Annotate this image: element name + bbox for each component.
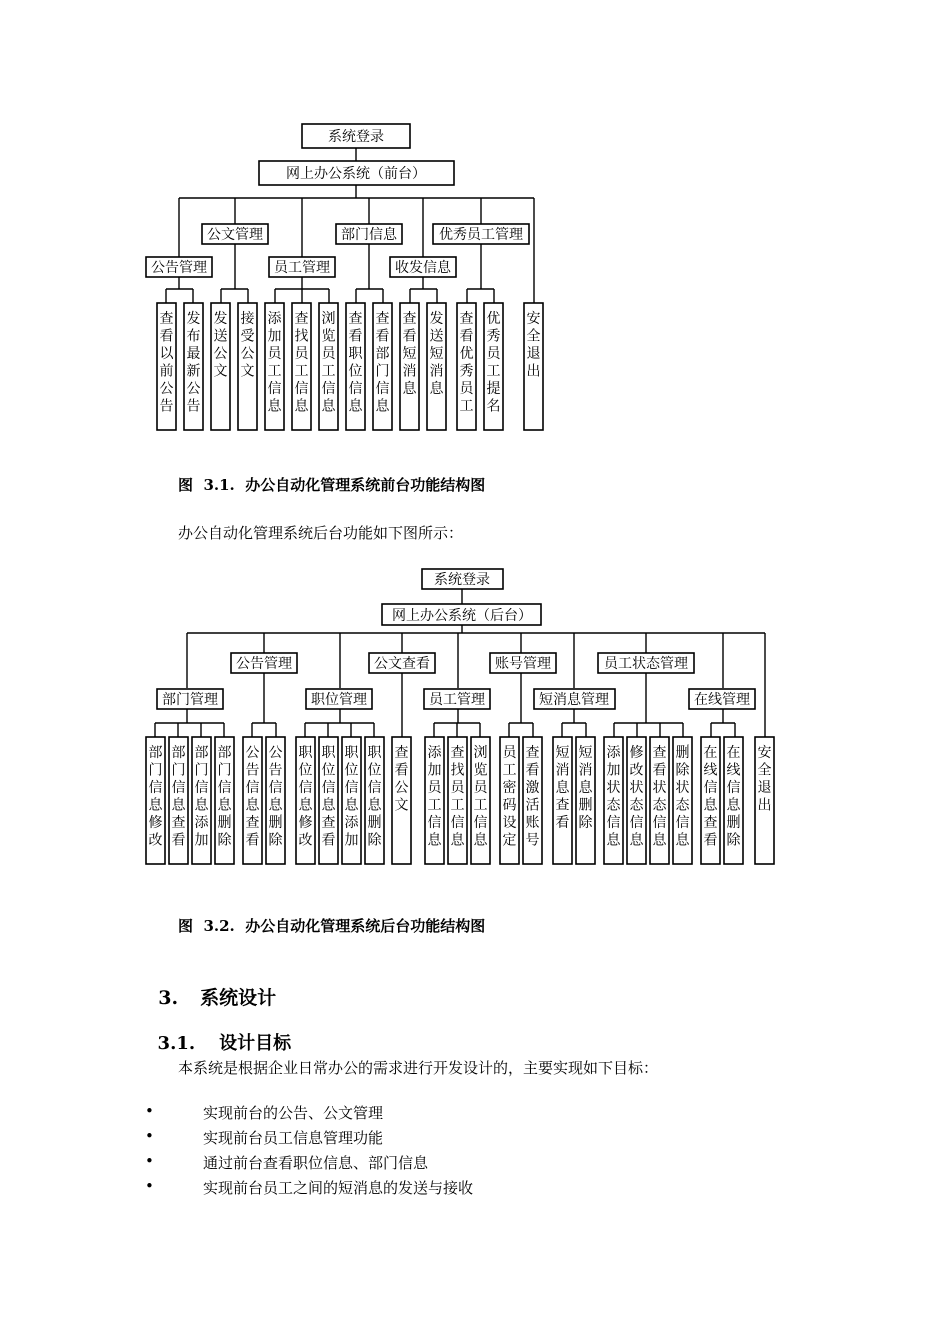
list-item-text: 实现前台员工之间的短消息的发送与接收 — [203, 1179, 474, 1197]
svg-text:公告信息查看: 公告信息查看 — [245, 745, 260, 849]
leaf-node — [425, 737, 444, 864]
svg-text:优秀员工提名: 优秀员工提名 — [486, 311, 501, 415]
svg-text:浏览员工信息: 浏览员工信息 — [473, 745, 488, 849]
leaf-node — [427, 303, 446, 430]
svg-text:添加员工信息: 添加员工信息 — [427, 745, 442, 849]
back-end-structure-diagram — [0, 560, 950, 870]
svg-text:员工管理: 员工管理 — [429, 692, 485, 708]
svg-text:查看部门信息: 查看部门信息 — [375, 311, 390, 415]
leaf-node — [650, 737, 669, 864]
leaf-node — [266, 737, 285, 864]
svg-text:查找员工信息: 查找员工信息 — [450, 745, 465, 849]
leaf-node — [365, 737, 384, 864]
goal-text: 本系统是根据企业日常办公的需求进行开发设计的，主要实现如下目标： — [178, 1059, 659, 1077]
leaf-node — [627, 737, 646, 864]
svg-text:在线管理: 在线管理 — [694, 692, 750, 708]
group-node — [231, 653, 297, 673]
leaf-node — [319, 737, 338, 864]
leaf-node — [146, 737, 165, 864]
svg-text:公文管理: 公文管理 — [207, 227, 263, 243]
svg-text:部门管理: 部门管理 — [162, 692, 218, 708]
group-node — [146, 257, 212, 277]
group-node — [433, 224, 529, 244]
leaf-node — [238, 303, 257, 430]
svg-text:修改状态信息: 修改状态信息 — [629, 745, 644, 849]
leaf-node — [724, 737, 743, 864]
svg-text:在线信息查看: 在线信息查看 — [703, 745, 718, 849]
group-node — [534, 689, 615, 709]
leaf-node — [553, 737, 572, 864]
leaf-node — [448, 737, 467, 864]
leaf-node — [265, 303, 284, 430]
svg-text:员工密码设定: 员工密码设定 — [502, 745, 517, 849]
leaf-node — [755, 737, 774, 864]
system-node — [259, 161, 454, 185]
leaf-node — [169, 737, 188, 864]
svg-text:优秀员工管理: 优秀员工管理 — [439, 227, 523, 243]
bullet-icon: • — [145, 1102, 154, 1120]
svg-text:网上办公系统（后台）: 网上办公系统（后台） — [392, 608, 532, 624]
leaf-node — [523, 737, 542, 864]
leaf-node — [243, 737, 262, 864]
list-item-text: 通过前台查看职位信息、部门信息 — [203, 1154, 429, 1172]
svg-text:查看公文: 查看公文 — [394, 745, 409, 814]
svg-text:职位信息查看: 职位信息查看 — [321, 745, 336, 849]
section-number: 3. — [158, 987, 179, 1009]
svg-text:职位管理: 职位管理 — [311, 692, 367, 708]
leaf-node — [484, 303, 503, 430]
section-heading — [145, 961, 276, 1010]
group-node — [424, 689, 490, 709]
svg-text:删除状态信息: 删除状态信息 — [675, 745, 690, 849]
svg-text:安全退出: 安全退出 — [757, 745, 772, 814]
figure-1-caption: 图 3.1. 办公自动化管理系统前台功能结构图 — [178, 476, 486, 494]
svg-text:发送公文: 发送公文 — [213, 311, 228, 380]
svg-text:查看状态信息: 查看状态信息 — [652, 745, 667, 849]
leaf-node — [211, 303, 230, 430]
group-node — [598, 653, 694, 673]
svg-text:职位信息删除: 职位信息删除 — [367, 745, 382, 849]
svg-text:部门信息查看: 部门信息查看 — [171, 745, 186, 849]
list-item-text: 实现前台的公告、公文管理 — [203, 1104, 384, 1122]
group-node — [157, 689, 223, 709]
subsection-heading — [145, 1008, 291, 1055]
leaf-node — [457, 303, 476, 430]
leaf-node — [701, 737, 720, 864]
leaf-node — [400, 303, 419, 430]
bullet-icon: • — [145, 1127, 154, 1145]
svg-text:查看激活账号: 查看激活账号 — [525, 745, 540, 849]
svg-text:部门信息: 部门信息 — [341, 227, 397, 243]
leaf-node — [604, 737, 623, 864]
svg-text:查找员工信息: 查找员工信息 — [294, 311, 309, 415]
leaf-node — [184, 303, 203, 430]
svg-text:部门信息修改: 部门信息修改 — [148, 745, 163, 849]
leaf-node — [157, 303, 176, 430]
svg-text:公告信息删除: 公告信息删除 — [268, 745, 283, 849]
svg-text:账号管理: 账号管理 — [495, 656, 551, 672]
group-node — [306, 689, 372, 709]
subsection-title: 设计目标 — [219, 1033, 292, 1054]
group-node — [490, 653, 556, 673]
leaf-node — [292, 303, 311, 430]
section-title: 系统设计 — [200, 987, 277, 1009]
front-end-structure-diagram — [0, 0, 950, 450]
svg-text:员工状态管理: 员工状态管理 — [604, 656, 688, 672]
svg-text:公告管理: 公告管理 — [151, 260, 207, 276]
svg-text:系统登录: 系统登录 — [434, 572, 490, 588]
group-node — [202, 224, 268, 244]
leaf-node — [215, 737, 234, 864]
figure-2-caption: 图 3.2. 办公自动化管理系统后台功能结构图 — [178, 917, 486, 935]
svg-text:公告管理: 公告管理 — [236, 656, 292, 672]
list-item-text: 实现前台员工信息管理功能 — [203, 1129, 384, 1147]
group-node — [269, 257, 335, 277]
svg-text:发布最新公告: 发布最新公告 — [186, 311, 201, 415]
leaf-node — [524, 303, 543, 430]
leaf-node — [673, 737, 692, 864]
bullet-icon: • — [145, 1177, 154, 1195]
svg-text:网上办公系统（前台）: 网上办公系统（前台） — [286, 166, 426, 182]
svg-text:职位信息添加: 职位信息添加 — [344, 745, 359, 849]
svg-text:系统登录: 系统登录 — [328, 129, 384, 145]
group-node — [369, 653, 435, 673]
leaf-node — [471, 737, 490, 864]
leaf-node — [319, 303, 338, 430]
leaf-node — [500, 737, 519, 864]
svg-text:部门信息删除: 部门信息删除 — [217, 745, 232, 849]
leaf-node — [192, 737, 211, 864]
svg-text:查看职位信息: 查看职位信息 — [348, 311, 363, 415]
svg-text:员工管理: 员工管理 — [274, 260, 330, 276]
svg-text:在线信息删除: 在线信息删除 — [726, 745, 741, 849]
leaf-node — [392, 737, 411, 864]
group-node — [336, 224, 402, 244]
root-node — [422, 569, 503, 589]
leaf-node — [373, 303, 392, 430]
leaf-node — [576, 737, 595, 864]
system-node — [382, 604, 541, 625]
subsection-number: 3.1. — [157, 1033, 196, 1054]
svg-text:查看短消息: 查看短消息 — [402, 311, 417, 397]
svg-text:添加状态信息: 添加状态信息 — [606, 745, 621, 849]
svg-text:短消息管理: 短消息管理 — [539, 692, 609, 708]
svg-text:添加员工信息: 添加员工信息 — [267, 311, 282, 415]
svg-text:查看以前公告: 查看以前公告 — [159, 311, 174, 415]
svg-text:接受公文: 接受公文 — [240, 311, 255, 380]
svg-text:职位信息修改: 职位信息修改 — [298, 745, 313, 849]
svg-text:短消息删除: 短消息删除 — [578, 745, 593, 831]
svg-text:查看优秀员工: 查看优秀员工 — [459, 311, 474, 415]
svg-text:浏览员工信息: 浏览员工信息 — [321, 311, 336, 415]
bullet-icon: • — [145, 1152, 154, 1170]
svg-text:发送短消息: 发送短消息 — [429, 311, 444, 397]
leaf-node — [342, 737, 361, 864]
leaf-node — [346, 303, 365, 430]
leaf-node — [296, 737, 315, 864]
svg-text:部门信息添加: 部门信息添加 — [194, 745, 209, 849]
backend-intro-text: 办公自动化管理系统后台功能如下图所示： — [178, 524, 464, 542]
root-node — [302, 124, 410, 148]
svg-text:公文查看: 公文查看 — [374, 656, 430, 672]
svg-text:收发信息: 收发信息 — [395, 260, 451, 276]
svg-text:短消息查看: 短消息查看 — [555, 745, 570, 831]
group-node — [390, 257, 456, 277]
group-node — [689, 689, 755, 709]
svg-text:安全退出: 安全退出 — [526, 311, 541, 380]
